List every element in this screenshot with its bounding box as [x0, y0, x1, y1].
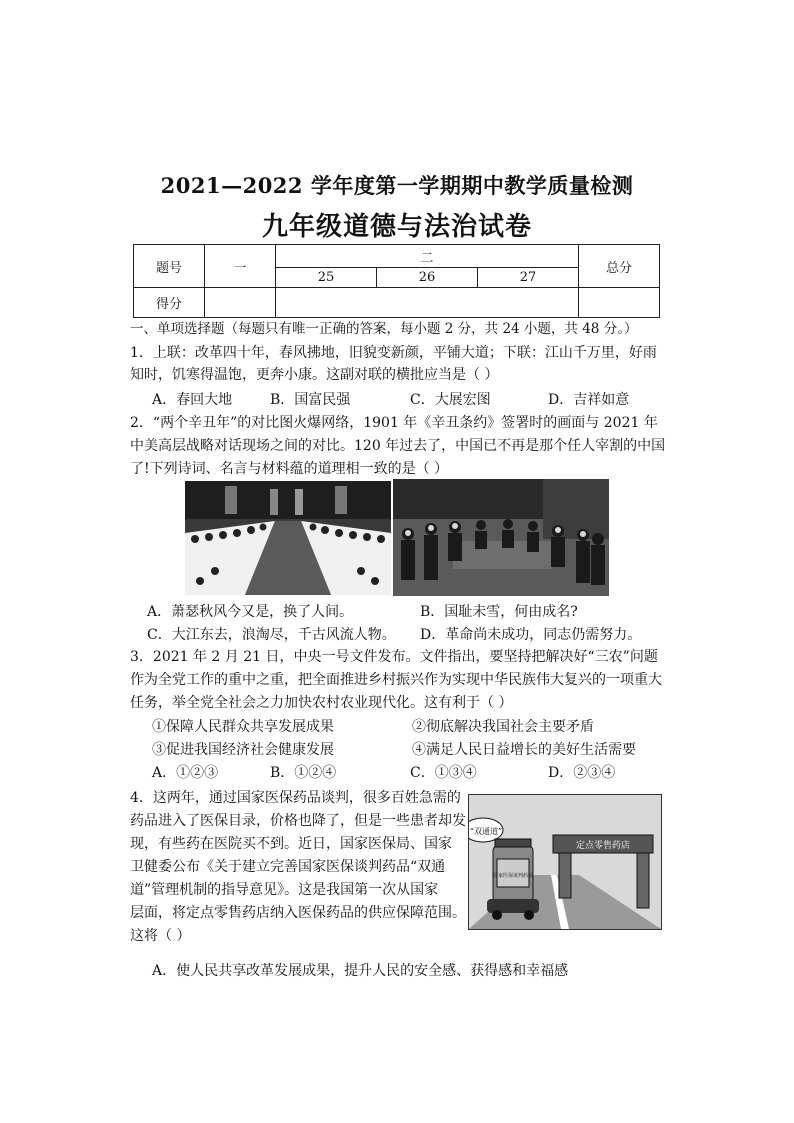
question-2-option-b: B．国耻未雪，何由成名? — [420, 604, 578, 620]
question-2-option-a: A．萧瑟秋风今又是，换了人间。 — [147, 604, 354, 620]
question-4-line: 4．这两年，通过国家医保药品谈判，很多百姓急需的 — [130, 790, 461, 806]
score-table-subcol: 27 — [478, 268, 579, 288]
score-table-subcol: 26 — [377, 268, 478, 288]
question-3-option-b: B．①②④ — [270, 765, 337, 781]
question-1-option-a: A．春回大地 — [152, 392, 233, 408]
question-1-line: 知时，饥寒得温饱，更奔小康。这副对联的横批应当是（ ） — [130, 367, 499, 383]
question-3-statement: ①保障人民群众共享发展成果 — [152, 719, 334, 735]
cartoon-gate-label: 定点零售药店 — [575, 841, 631, 851]
score-cell[interactable] — [579, 288, 660, 318]
score-table — [133, 244, 660, 318]
question-1-option-b: B．国富民强 — [270, 392, 351, 408]
question-4-line: 这将（ ） — [130, 928, 191, 944]
question-3-option-c: C．①③④ — [410, 765, 477, 781]
question-3-statement: ④满足人民日益增长的美好生活需要 — [412, 742, 636, 758]
question-2-line: 了!下列诗词、名言与材料蕴的道理相一致的是（ ） — [130, 461, 449, 477]
question-1-line: 1．上联：改革四十年，春风拂地，旧貌变新颜，平铺大道；下联：江山千万里，好雨 — [130, 345, 657, 361]
section-heading: 一、单项选择题（每题只有唯一正确的答案，每小题 2 分，共 24 小题，共 48 分。） — [130, 321, 638, 337]
score-table-header-label: 题号 — [134, 245, 205, 288]
question-3-statement: ②彻底解决我国社会主要矛盾 — [412, 719, 594, 735]
question-4-line: 层面，将定点零售药店纳入医保药品的供应保障范围。 — [130, 905, 466, 921]
question-3-line: 任务，举全党全社会之力加快农村农业现代化。这有利于（ ） — [130, 695, 513, 711]
question-3-option-a: A．①②③ — [152, 765, 219, 781]
score-cell[interactable] — [205, 288, 276, 318]
question-4-line: 道”管理机制的指导意见》。这是我国第一次从国家 — [130, 882, 439, 898]
score-table-part2: 二 — [276, 245, 579, 268]
question-2-option-d: D．革命尚未成功，同志仍需努力。 — [420, 627, 642, 643]
score-cell[interactable] — [276, 288, 579, 318]
question-4-option-a: A．使人民共享改革发展成果，提升人民的安全感、获得感和幸福感 — [152, 963, 569, 979]
cartoon-bottle-label: 国家医保谈判药品 — [492, 873, 534, 879]
score-table-part1: 一 — [205, 245, 276, 288]
exam-subtitle: 九年级道德与法治试卷 — [261, 212, 532, 242]
score-table-row-label: 得分 — [134, 288, 205, 318]
question-3-option-d: D．②③④ — [548, 765, 616, 781]
question-3-line: 作为全党工作的重中之重，把全面推进乡村振兴作为实现中华民族伟大复兴的一项重大 — [130, 672, 662, 688]
cartoon-dual-channel — [468, 794, 662, 930]
question-3-statement: ③促进我国经济社会健康发展 — [152, 742, 334, 758]
question-4-line: 现，有些药在医院买不到。近日，国家医保局、国家 — [130, 836, 452, 852]
question-1-option-d: D．吉祥如意 — [548, 392, 630, 408]
photo-1901-treaty — [393, 479, 609, 596]
question-2-option-c: C．大江东去，浪淘尽，千古风流人物。 — [147, 627, 396, 643]
question-4-line: 药品进入了医保目录，价格也降了，但是一些患者却发 — [130, 813, 466, 829]
score-table-subcol: 25 — [276, 268, 377, 288]
question-2-line: 2．“两个辛丑年”的对比图火爆网络，1901 年《辛丑条约》签署时的画面与 2021 年 — [130, 415, 658, 431]
question-2-line: 中美高层战略对话现场之间的对比。120 年过去了，中国已不再是那个任人宰割的中国 — [130, 438, 666, 454]
score-table-total: 总分 — [579, 245, 660, 288]
question-1-option-c: C．大展宏图 — [410, 392, 491, 408]
photo-2021-dialogue — [185, 481, 391, 595]
question-3-line: 3．2021 年 2 月 21 日，中央一号文件发布。文件指出，要坚持把解决好“三农”问题 — [130, 649, 658, 665]
question-4-line: 卫健委公布《关于建立完善国家医保谈判药品“双通 — [130, 859, 446, 875]
exam-title: 2021—2022 学年度第一学期期中教学质量检测 — [160, 173, 634, 198]
cartoon-bubble-text: “双通道” — [469, 827, 503, 836]
